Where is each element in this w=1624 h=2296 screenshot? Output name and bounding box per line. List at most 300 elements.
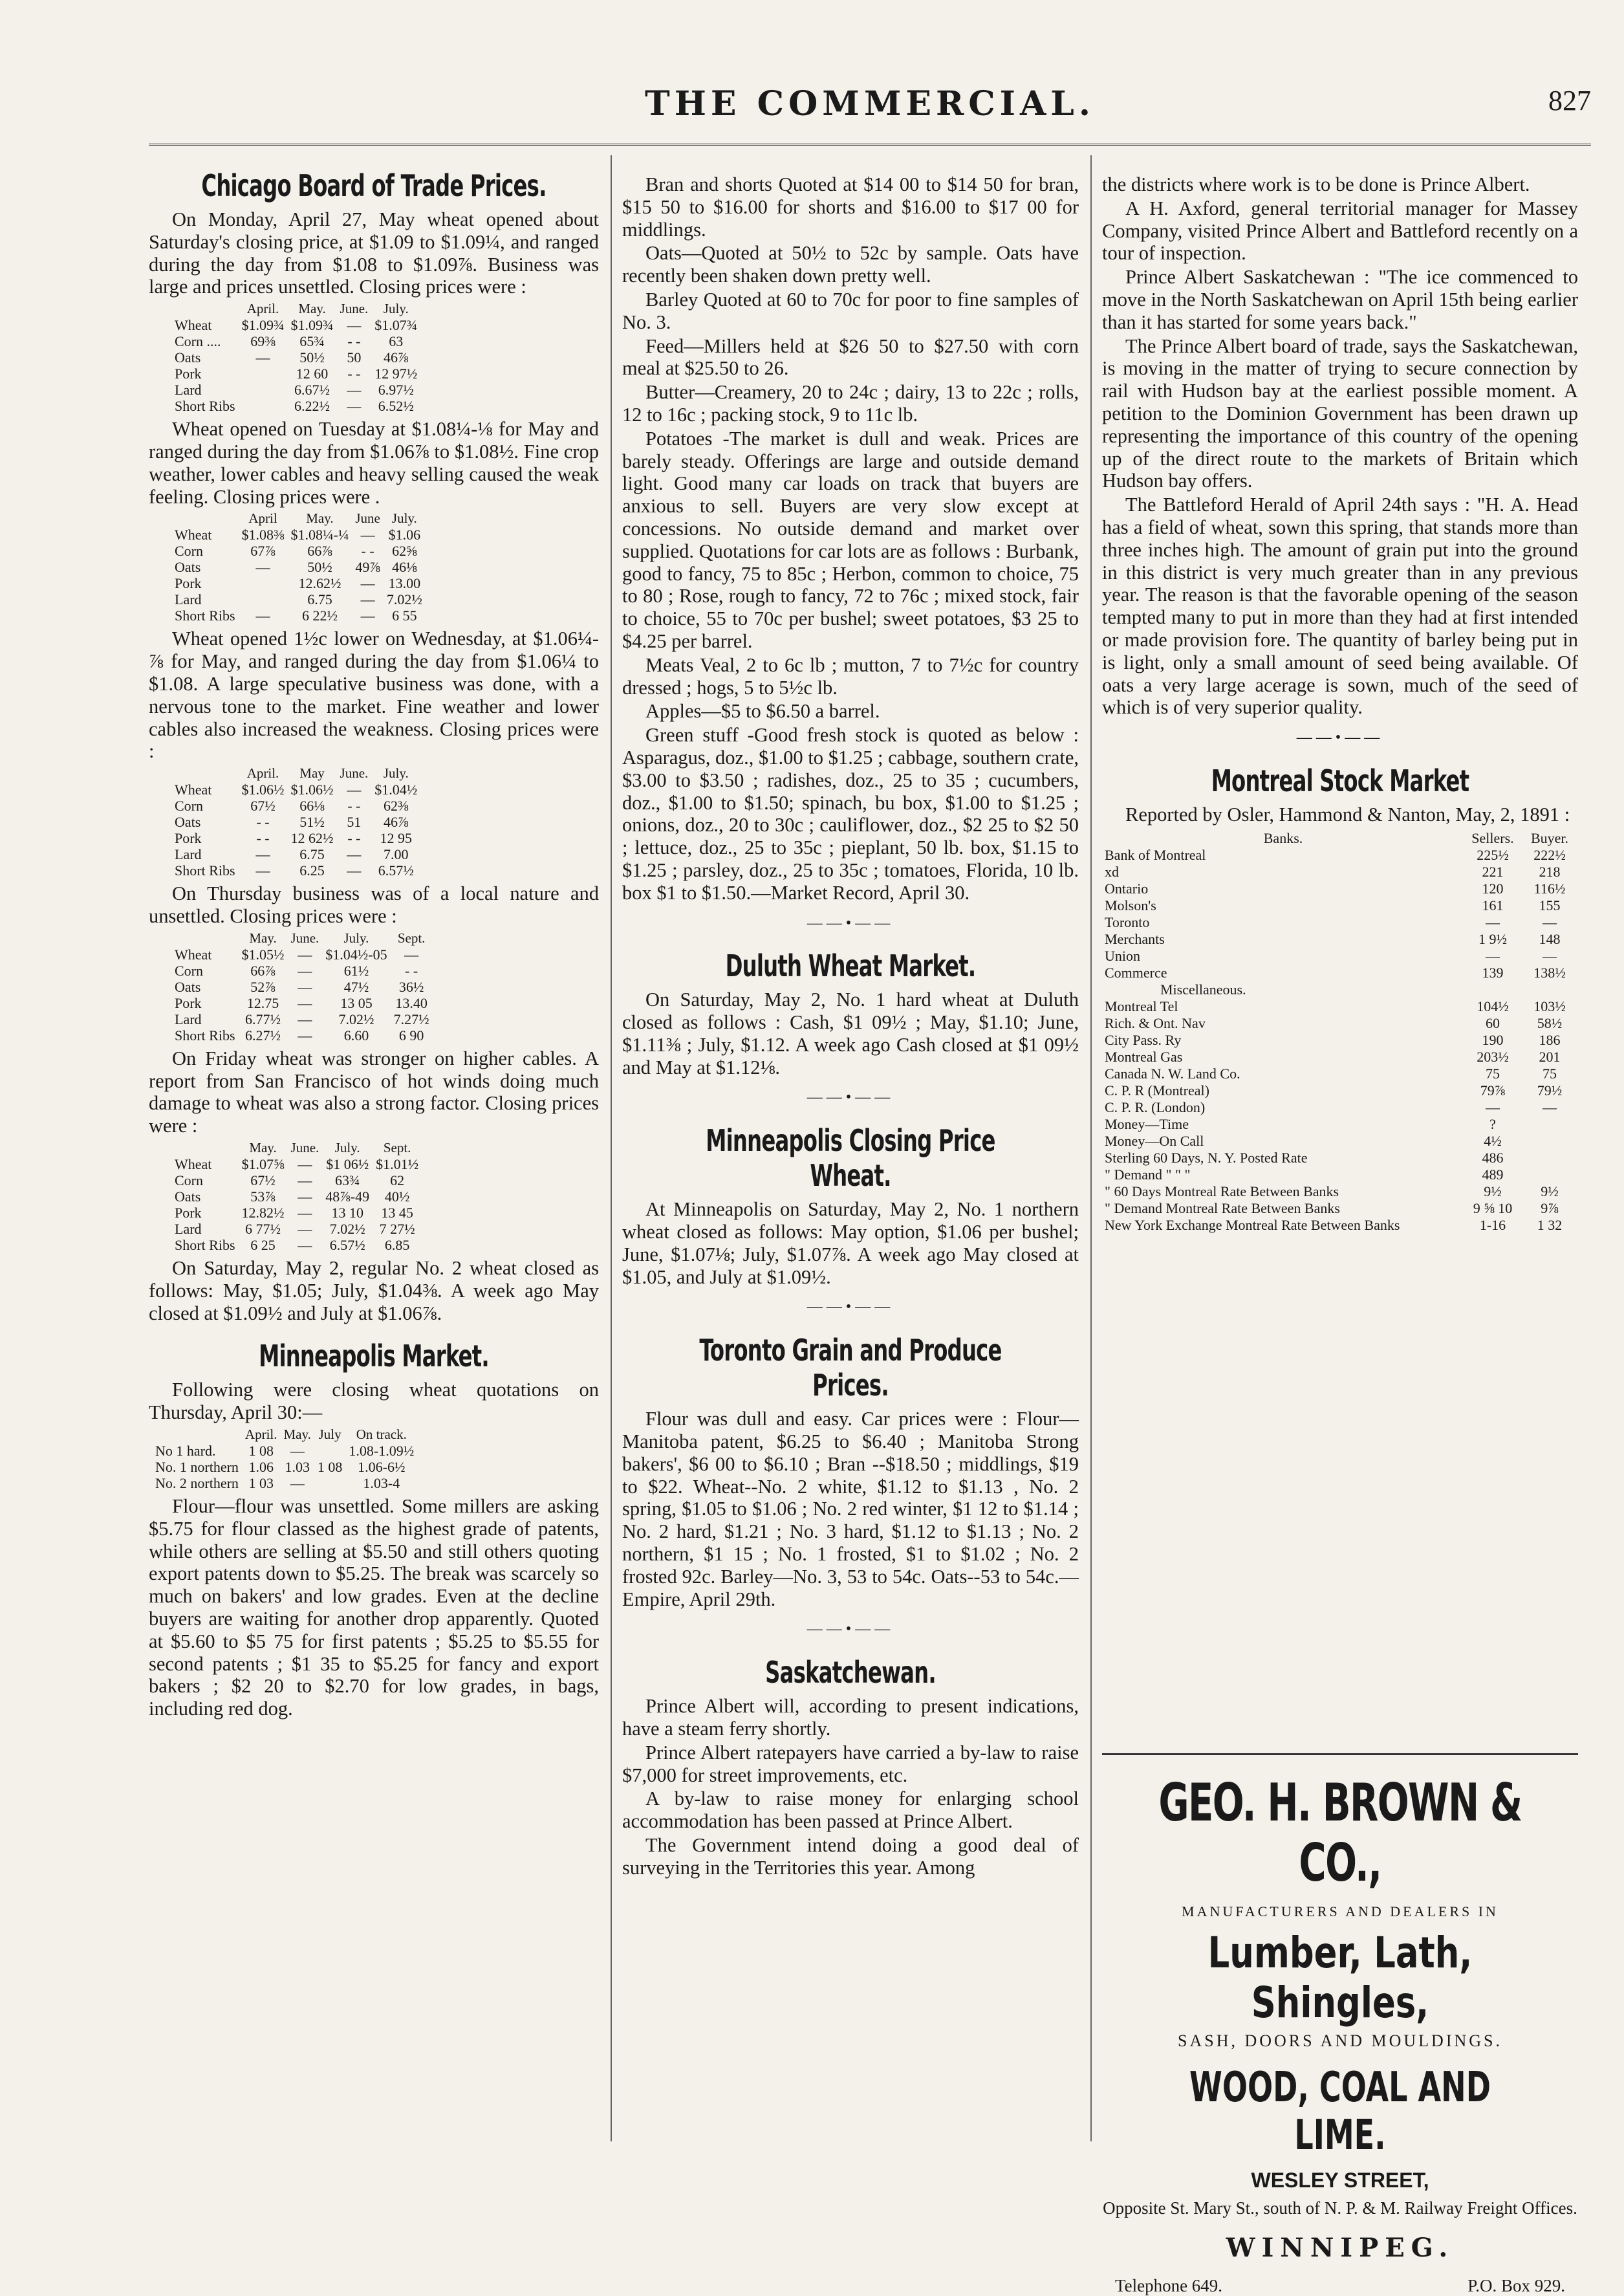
table-row xyxy=(175,591,429,607)
price-cell: $1.01½ xyxy=(376,1155,419,1172)
price-cell: — xyxy=(360,527,375,543)
montreal-stock-heading: Montreal Stock Market xyxy=(1211,763,1469,798)
row-label: Wheat xyxy=(175,1155,212,1172)
price-cell: — xyxy=(298,1204,312,1221)
row-label: Short Ribs xyxy=(175,1027,235,1044)
table-row xyxy=(1102,1066,1578,1082)
price-cell: 47½ xyxy=(343,978,369,995)
stock-value: ? xyxy=(1489,1115,1496,1132)
price-cell: $1.06½ xyxy=(241,782,285,798)
price-cell: - - xyxy=(256,830,270,847)
price-cell: — xyxy=(298,978,312,995)
table-row xyxy=(175,963,436,979)
row-label: Short Ribs xyxy=(175,862,235,879)
table-row xyxy=(1102,864,1578,880)
row-label: Lard xyxy=(175,1011,202,1027)
stock-name: C. P. R (Montreal) xyxy=(1105,1082,1209,1099)
price-cell: $1.07⅝ xyxy=(241,1155,285,1172)
stock-name: " 60 Days Montreal Rate Between Banks xyxy=(1105,1183,1339,1199)
column-divider-2 xyxy=(1090,155,1092,2141)
price-cell: 1 08 xyxy=(317,1458,343,1475)
column-header: April. xyxy=(246,301,279,317)
column-2 xyxy=(622,173,1079,1881)
table-header-row xyxy=(1102,830,1578,847)
paragraph: Potatoes -The market is dull and weak. Prices are barely steady. Offerings are large and outside demand light. Good many car loads on track that buyers are anxious to sell. Buyers are very slow except at concessions. No outside demand and market over supplied. Quotations for car lots are as follows : Burbank, good to fancy, 75 to 85c ; Herbon, common to choice, 75 to 80 ; Rose, rough to fancy, 72 to 76c ; mixed stock, fair to choice, 55 to 70c per bushel; sweet potatoes, $3 25 to $4.25 per barrel. xyxy=(622,427,1079,652)
saskatchewan-heading: Saskatchewan. xyxy=(765,1655,936,1690)
price-cell: — xyxy=(360,575,375,592)
table-row xyxy=(175,995,436,1011)
paragraph: Apples—$5 to $6.50 a barrel. xyxy=(645,700,880,723)
price-cell: 52⅞ xyxy=(250,978,276,995)
price-cell: — xyxy=(347,782,362,798)
table-row xyxy=(175,317,424,333)
table-row xyxy=(175,1172,425,1188)
section-separator: ——•—— xyxy=(1296,729,1384,747)
price-cell: — xyxy=(404,946,419,963)
section-separator: ——•—— xyxy=(807,1298,894,1316)
ad-firm-name: GEO. H. BROWN & CO., xyxy=(1158,1773,1522,1893)
price-cell: 1.06-6½ xyxy=(358,1458,406,1475)
price-cell: — xyxy=(255,559,270,576)
price-cell: 50 xyxy=(347,349,362,366)
table-row xyxy=(1102,1150,1578,1166)
row-label: Oats xyxy=(175,349,201,366)
paragraph: Prince Albert will, according to present indications, have a steam ferry shortly. xyxy=(622,1695,1079,1740)
header-rule xyxy=(149,144,1591,146)
column-header: July. xyxy=(334,1139,360,1155)
table-row xyxy=(175,1237,425,1253)
table-header-row xyxy=(175,765,424,782)
column-header: July. xyxy=(383,301,409,317)
paragraph: Flour was dull and easy. Car prices were : Flour—Manitoba patent, $6.25 to $6.40 ; Manitoba Strong bakers', $6 00 to $6.10 ; Bran --$18.50 ; middlings, $19 to $22. Wheat--No. 2 white, $1.12 to $1.13 , No. 2 spring, $1.05 to $1.06 ; No. 2 red winter, $1 12 to $1.14 ; No. 2 hard, $1.21 ; No. 3 hard, $1.12 to $1.13 ; No. 2 northern, $1 15 ; No. 1 frosted, $1 to $1.02 ; No. 2 frosted 92c. Barley—No. 3, 53 to 54c. Oats--53 to 54c.—Empire, April 29th. xyxy=(622,1408,1079,1610)
price-cell: 6.77½ xyxy=(245,1011,281,1027)
page-number: 827 xyxy=(1548,85,1591,116)
price-cell: 6 55 xyxy=(392,607,417,624)
price-cell: 63 xyxy=(389,333,404,350)
ad-manufacturers-line: MANUFACTURERS AND DEALERS IN xyxy=(1182,1903,1499,1919)
price-cell: $1.08⅜ xyxy=(241,527,285,543)
stock-name: Sterling 60 Days, N. Y. Posted Rate xyxy=(1105,1149,1308,1166)
stock-value: 1-16 xyxy=(1479,1216,1506,1233)
row-label: Corn xyxy=(175,798,203,815)
column-header: June. xyxy=(290,930,319,946)
stock-value: 79⅞ xyxy=(1480,1082,1506,1099)
row-label: Lard xyxy=(175,591,202,608)
stock-value: 4½ xyxy=(1484,1132,1502,1149)
stock-name: Union xyxy=(1105,947,1140,964)
table-row xyxy=(1102,1116,1578,1133)
stock-name: Canada N. W. Land Co. xyxy=(1105,1065,1240,1082)
price-cell: - - xyxy=(405,962,418,979)
price-cell: 66⅞ xyxy=(250,962,276,979)
price-cell: — xyxy=(298,1236,312,1253)
stock-value: 221 xyxy=(1482,863,1504,880)
stock-value: 58½ xyxy=(1537,1014,1563,1031)
column-divider-1 xyxy=(611,155,612,2141)
price-cell: 61½ xyxy=(343,962,369,979)
ad-po-box: P.O. Box 929. xyxy=(1467,2276,1565,2295)
table-row xyxy=(1102,1099,1578,1116)
paragraph: Green stuff -Good fresh stock is quoted as below : Asparagus, doz., $1.00 to $1.25 ; cabbage, southern crate, $3.00 to $3.50 ; radishes, doz., 25 to 35 ; cucumbers, doz., $1.00 to $1.50; spinach, bu box, $1.00 to $1.25 ; onions, doz., 20 to 30c ; cauliflower, doz., $2 25 to $2 50 ; lettuce, doz., 25 to 35c ; pieplant, 50 lb. box, $1.15 to $1.25 ; parsley, doz., 25 to 35c ; tomatoes, Florida, 10 lb. box $1 to $1.50.—Market Record, April 30. xyxy=(622,724,1079,904)
price-cell: 7.02½ xyxy=(338,1011,374,1027)
table-row xyxy=(175,862,424,879)
stock-name: Ontario xyxy=(1105,880,1149,897)
column-header: Buyer. xyxy=(1530,829,1569,846)
table-header-row xyxy=(175,301,424,317)
masthead xyxy=(149,84,1591,129)
stock-name: xd xyxy=(1105,863,1119,880)
price-cell: - - xyxy=(347,366,361,382)
column-header xyxy=(175,1140,242,1156)
stock-name: " Demand " " " xyxy=(1105,1166,1191,1183)
price-cell: — xyxy=(255,862,270,879)
stock-name: Bank of Montreal xyxy=(1105,846,1206,863)
table-row xyxy=(1102,1217,1578,1234)
row-label: Lard xyxy=(175,846,202,863)
table-row xyxy=(175,575,429,591)
paragraph: Prince Albert Saskatchewan : "The ice commenced to move in the North Saskatchewan on April 15th being earlier than it has started for some years back." xyxy=(1102,266,1578,333)
stock-value: 116½ xyxy=(1533,880,1566,897)
price-cell: 6.67½ xyxy=(294,382,330,399)
price-cell: 12 62½ xyxy=(290,830,334,847)
stock-value: — xyxy=(1543,947,1557,964)
column-header xyxy=(175,765,242,782)
price-cell: 6 25 xyxy=(250,1236,276,1253)
price-table-monday xyxy=(175,301,424,414)
paragraph: On Thursday business was of a local nature and unsettled. Closing prices were : xyxy=(149,882,599,927)
ad-sash-line: SASH, DOORS AND MOULDINGS. xyxy=(1178,2031,1502,2050)
price-cell: 1.08-1.09½ xyxy=(349,1442,415,1459)
price-cell: 1.03-4 xyxy=(363,1474,400,1491)
stock-value: 138½ xyxy=(1533,964,1566,981)
price-cell: 6.52½ xyxy=(378,398,414,415)
stock-value: 186 xyxy=(1539,1031,1561,1048)
row-label: No 1 hard. xyxy=(155,1442,216,1459)
paragraph: On Saturday, May 2, regular No. 2 wheat closed as follows: May, $1.05; July, $1.04⅜. A week ago May closed at $1.09½ and July at $1.06⅞. xyxy=(149,1256,599,1324)
row-label: Wheat xyxy=(175,527,212,543)
stock-name: Montreal Tel xyxy=(1105,998,1178,1014)
column-header xyxy=(175,510,242,527)
column-header: On track. xyxy=(356,1426,407,1442)
paragraph: The Prince Albert board of trade, says the Saskatchewan, is moving in the matter of trying to secure connection by rail with Hudson bay at the earliest possible moment. A petition to the Dominion Government has been drawn up representing the importance of this country of the opening up of the direct route to the markets of Britain which Hudson bay offers. xyxy=(1102,334,1578,492)
table-row xyxy=(1102,1049,1578,1066)
stock-value xyxy=(1521,1133,1578,1150)
stock-value: 79½ xyxy=(1537,1082,1563,1099)
stock-value: 155 xyxy=(1539,897,1561,913)
price-cell: — xyxy=(298,962,312,979)
price-cell: — xyxy=(347,382,362,399)
price-cell: 46⅛ xyxy=(392,559,417,576)
price-cell: 6.57½ xyxy=(378,862,414,879)
column-header: July. xyxy=(383,765,409,782)
price-cell: 7.00 xyxy=(384,846,409,863)
price-cell: - - xyxy=(347,333,361,350)
price-cell: $1.08¼-¼ xyxy=(290,527,349,543)
column-1 xyxy=(149,168,599,1722)
stock-name: Commerce xyxy=(1105,964,1167,981)
price-cell: 6 22½ xyxy=(301,607,338,624)
price-cell: 67⅞ xyxy=(250,543,276,560)
stock-name: New York Exchange Montreal Rate Between Banks xyxy=(1105,1216,1400,1233)
table-row xyxy=(175,830,424,846)
stock-value: — xyxy=(1543,1099,1557,1115)
ad-wood-line: WOOD, COAL AND LIME. xyxy=(1189,2064,1491,2159)
section-label: Miscellaneous. xyxy=(1160,981,1246,998)
paragraph: Butter—Creamery, 20 to 24c ; dairy, 13 to 22c ; rolls, 12 to 16c ; packing stock, 9 to 11c lb. xyxy=(622,381,1079,426)
column-header: May. xyxy=(249,1139,277,1155)
stock-name: Molson's xyxy=(1105,897,1156,913)
price-cell: — xyxy=(298,994,312,1011)
row-label: Short Ribs xyxy=(175,1236,235,1253)
table-row xyxy=(175,1027,436,1044)
column-3 xyxy=(1102,173,1578,1234)
table-row xyxy=(175,398,424,414)
paragraph: Flour—flour was unsettled. Some millers are asking $5.75 for flour classed as the highest grade of patents, while others are selling at $5.50 and still others quoting export patents down to $5.25. The break was scarcely so much on bakers' and low grades. Even at the decline buyers are waiting for another drop apparently. Quoted at $5.60 to $5 75 for first patents ; $5.25 to $5.55 for second patents ; $1 35 to $5.25 for fancy and export bakers ; $2 20 to $2.70 for low grades, in bags, including red dog. xyxy=(149,1494,599,1720)
ad-top-rule xyxy=(1102,1753,1578,1755)
price-cell: 7.02½ xyxy=(386,591,422,608)
row-label: Corn xyxy=(175,962,203,979)
section-separator: ——•—— xyxy=(807,1621,894,1638)
row-label: Corn .... xyxy=(175,333,221,350)
paragraph: the districts where work is to be done is Prince Albert. xyxy=(1102,173,1530,195)
stock-value: 218 xyxy=(1539,863,1561,880)
table-row xyxy=(175,814,424,830)
table-row xyxy=(1102,931,1578,948)
stock-name: " Demand Montreal Rate Between Banks xyxy=(1105,1199,1340,1216)
stock-value: 201 xyxy=(1539,1048,1561,1065)
stock-value: 222½ xyxy=(1533,846,1566,863)
price-table-tuesday xyxy=(175,510,429,624)
price-cell: $1.04½-05 xyxy=(325,946,387,963)
price-cell: 12.62½ xyxy=(298,575,341,592)
price-cell: — xyxy=(298,1011,312,1027)
row-label: Oats xyxy=(175,814,201,831)
price-cell: $1.07¾ xyxy=(374,317,418,334)
table-row xyxy=(1102,1166,1578,1183)
paragraph: Following were closing wheat quotations on Thursday, April 30:— xyxy=(149,1379,599,1424)
price-cell: 62⅜ xyxy=(384,798,409,815)
stock-value: — xyxy=(1486,947,1500,964)
paragraph: At Minneapolis on Saturday, May 2, No. 1 northern wheat closed as follows: May option, $1.06 per bushel; June, $1.07⅛; July, $1.07⅞. A week ago May closed at $1.05, and July at $1.09½. xyxy=(622,1198,1079,1288)
price-cell: 12 95 xyxy=(380,830,413,847)
table-row xyxy=(175,1205,425,1221)
stock-name: Toronto xyxy=(1105,913,1150,930)
stock-value: 120 xyxy=(1482,880,1504,897)
stock-value xyxy=(1521,1166,1578,1183)
price-cell: 6.97½ xyxy=(378,382,414,399)
price-cell: - - xyxy=(256,814,270,831)
table-row xyxy=(175,1221,425,1237)
stock-value xyxy=(1521,1150,1578,1166)
price-cell xyxy=(242,382,291,398)
row-label: Pork xyxy=(175,366,202,382)
table-row xyxy=(175,559,429,575)
stock-value: 190 xyxy=(1482,1031,1504,1048)
price-cell: $1 06½ xyxy=(326,1155,369,1172)
row-label: Wheat xyxy=(175,317,212,334)
row-label: Wheat xyxy=(175,946,212,963)
duluth-heading: Duluth Wheat Market. xyxy=(725,948,976,984)
price-cell: — xyxy=(298,946,312,963)
row-label: Oats xyxy=(175,1188,201,1205)
stock-value: 9½ xyxy=(1541,1183,1559,1199)
row-label: Oats xyxy=(175,559,201,576)
column-header: June. xyxy=(290,1139,319,1155)
price-cell: - - xyxy=(361,543,374,560)
table-row xyxy=(175,382,424,398)
price-cell: 53⅞ xyxy=(250,1188,276,1205)
price-cell: $1.05½ xyxy=(241,946,285,963)
price-cell: — xyxy=(347,398,362,415)
stock-value: 161 xyxy=(1482,897,1504,913)
price-cell: — xyxy=(255,846,270,863)
price-cell: — xyxy=(298,1155,312,1172)
stock-value: — xyxy=(1486,1099,1500,1115)
table-row xyxy=(175,1188,425,1205)
paragraph: On Monday, April 27, May wheat opened about Saturday's closing price, at $1.09 to $1.09¼, and ranged during the day from $1.08 to $1.09⅞. Business was large and prices unsettled. Closing prices were : xyxy=(149,208,599,298)
price-cell: 51 xyxy=(347,814,362,831)
table-row xyxy=(1102,914,1578,931)
price-cell: 40½ xyxy=(384,1188,410,1205)
price-cell: — xyxy=(347,317,362,334)
price-cell xyxy=(318,1475,349,1491)
column-header: June. xyxy=(340,301,369,317)
stock-value: — xyxy=(1543,913,1557,930)
table-row xyxy=(1102,998,1578,1015)
row-label: Short Ribs xyxy=(175,607,235,624)
column-header: May. xyxy=(306,510,334,527)
table-row xyxy=(1102,1133,1578,1150)
price-cell: 1.03 xyxy=(285,1458,310,1475)
column-header: April xyxy=(248,510,277,527)
price-cell: — xyxy=(290,1442,305,1459)
column-header: Sellers. xyxy=(1471,829,1514,846)
price-cell: 46⅞ xyxy=(384,814,409,831)
price-cell: — xyxy=(347,846,362,863)
column-header: April. xyxy=(244,1426,277,1442)
price-cell: 13 05 xyxy=(340,994,373,1011)
table-row xyxy=(1102,1082,1578,1099)
column-header: July xyxy=(318,1426,341,1442)
column-header: July. xyxy=(391,510,417,527)
price-cell: — xyxy=(255,349,270,366)
stock-value: 9 ⅝ 10 xyxy=(1473,1199,1513,1216)
stock-value xyxy=(1521,1116,1578,1133)
paragraph: A by-law to raise money for enlarging school accommodation has been passed at Prince Albert. xyxy=(622,1788,1079,1833)
table-header-row xyxy=(175,510,429,527)
paragraph: On Saturday, May 2, No. 1 hard wheat at Duluth closed as follows : Cash, $1 09½ ; May, $1.10; June, $1.11⅜ ; July, $1.12. A week ago Cash closed at $1 09½ and May at $1.12⅛. xyxy=(622,989,1079,1078)
stock-value: 60 xyxy=(1486,1014,1500,1031)
paragraph: Wheat opened on Tuesday at $1.08¼-⅛ for May and ranged during the day from $1.06⅞ to $1.08½. Fine crop weather, lower cables and heavy selling caused the weak feeling. Closing prices were . xyxy=(149,418,599,508)
stock-value: 486 xyxy=(1482,1149,1504,1166)
stock-name: Rich. & Ont. Nav xyxy=(1105,1014,1206,1031)
price-cell xyxy=(242,591,291,607)
column-header: April. xyxy=(246,765,279,782)
price-cell: 51½ xyxy=(299,814,325,831)
price-cell: 69⅜ xyxy=(250,333,276,350)
table-row xyxy=(1102,1183,1578,1200)
price-cell: 6.75 xyxy=(307,591,332,608)
column-header xyxy=(175,301,242,317)
column-header: June. xyxy=(340,765,369,782)
price-cell: 63¾ xyxy=(334,1172,360,1188)
price-cell: 46⅞ xyxy=(384,349,409,366)
stock-value: 489 xyxy=(1482,1166,1504,1183)
table-row xyxy=(175,979,436,995)
section-separator: ——•—— xyxy=(807,1089,894,1106)
row-label: Lard xyxy=(175,1220,202,1237)
price-cell: 7.02½ xyxy=(329,1220,365,1237)
stock-value: 9½ xyxy=(1484,1183,1502,1199)
table-header-row xyxy=(155,1427,420,1443)
row-label: Wheat xyxy=(175,782,212,798)
price-cell: — xyxy=(298,1172,312,1188)
column-header xyxy=(175,930,242,946)
paragraph: On Friday wheat was stronger on higher cables. A report from San Francisco of hot winds doing much damage to wheat was also a strong factor. Closing prices were : xyxy=(149,1047,599,1137)
table-row xyxy=(175,798,424,814)
table-row xyxy=(175,782,424,798)
newspaper-title: THE COMMERCIAL. xyxy=(645,84,1095,124)
table-row xyxy=(175,946,436,963)
table-row xyxy=(1102,1032,1578,1049)
stock-value: 104½ xyxy=(1477,998,1509,1014)
table-row xyxy=(175,543,429,559)
column-header: Sept. xyxy=(397,930,426,946)
stock-value: 75 xyxy=(1486,1065,1500,1082)
ad-telephone: Telephone 649. xyxy=(1115,2276,1223,2295)
stock-table xyxy=(1102,830,1578,1234)
ad-lumber-line: Lumber, Lath, Shingles, xyxy=(1207,1928,1473,2028)
price-cell: 6.75 xyxy=(299,846,325,863)
price-cell: 6 90 xyxy=(398,1027,424,1044)
price-cell xyxy=(242,575,291,591)
column-header: Sept. xyxy=(383,1139,411,1155)
stock-value: 103½ xyxy=(1533,998,1566,1014)
stock-value: 9⅞ xyxy=(1541,1199,1559,1216)
column-header: May. xyxy=(249,930,277,946)
table-row xyxy=(1102,880,1578,897)
price-cell: — xyxy=(298,1220,312,1237)
price-cell: $1.09¾ xyxy=(241,317,285,334)
minneapolis-closing-heading: Minneapolis Closing Price Wheat. xyxy=(706,1123,995,1194)
table-header-row xyxy=(175,930,436,946)
row-label: Pork xyxy=(175,994,202,1011)
paragraph: Reported by Osler, Hammond & Nanton, May, 2, 1891 : xyxy=(1125,803,1570,825)
column-header xyxy=(155,1427,245,1443)
stock-value: 1 9½ xyxy=(1478,930,1507,947)
price-cell: 7 27½ xyxy=(379,1220,415,1237)
paragraph: Bran and shorts Quoted at $14 00 to $14 50 for bran, $15 50 to $16.00 for shorts and $16.00 to $17 00 for middlings. xyxy=(622,173,1079,241)
minneapolis-heading: Minneapolis Market. xyxy=(259,1339,489,1374)
table-row xyxy=(175,607,429,624)
minneapolis-table xyxy=(155,1427,420,1491)
price-cell: 13.40 xyxy=(395,994,428,1011)
table-row xyxy=(1102,981,1578,998)
table-row xyxy=(1102,847,1578,864)
price-cell xyxy=(318,1443,349,1459)
price-cell: 6.25 xyxy=(299,862,325,879)
price-cell: 12 60 xyxy=(296,366,329,382)
price-cell: 1 08 xyxy=(248,1442,274,1459)
stock-name: C. P. R. (London) xyxy=(1105,1099,1206,1115)
price-cell: — xyxy=(347,862,362,879)
table-row xyxy=(1102,965,1578,981)
row-label: Pork xyxy=(175,830,202,847)
section-separator: ——•—— xyxy=(807,914,894,932)
table-row xyxy=(175,333,424,349)
table-row xyxy=(1102,1015,1578,1032)
row-label: Pork xyxy=(175,1204,202,1221)
